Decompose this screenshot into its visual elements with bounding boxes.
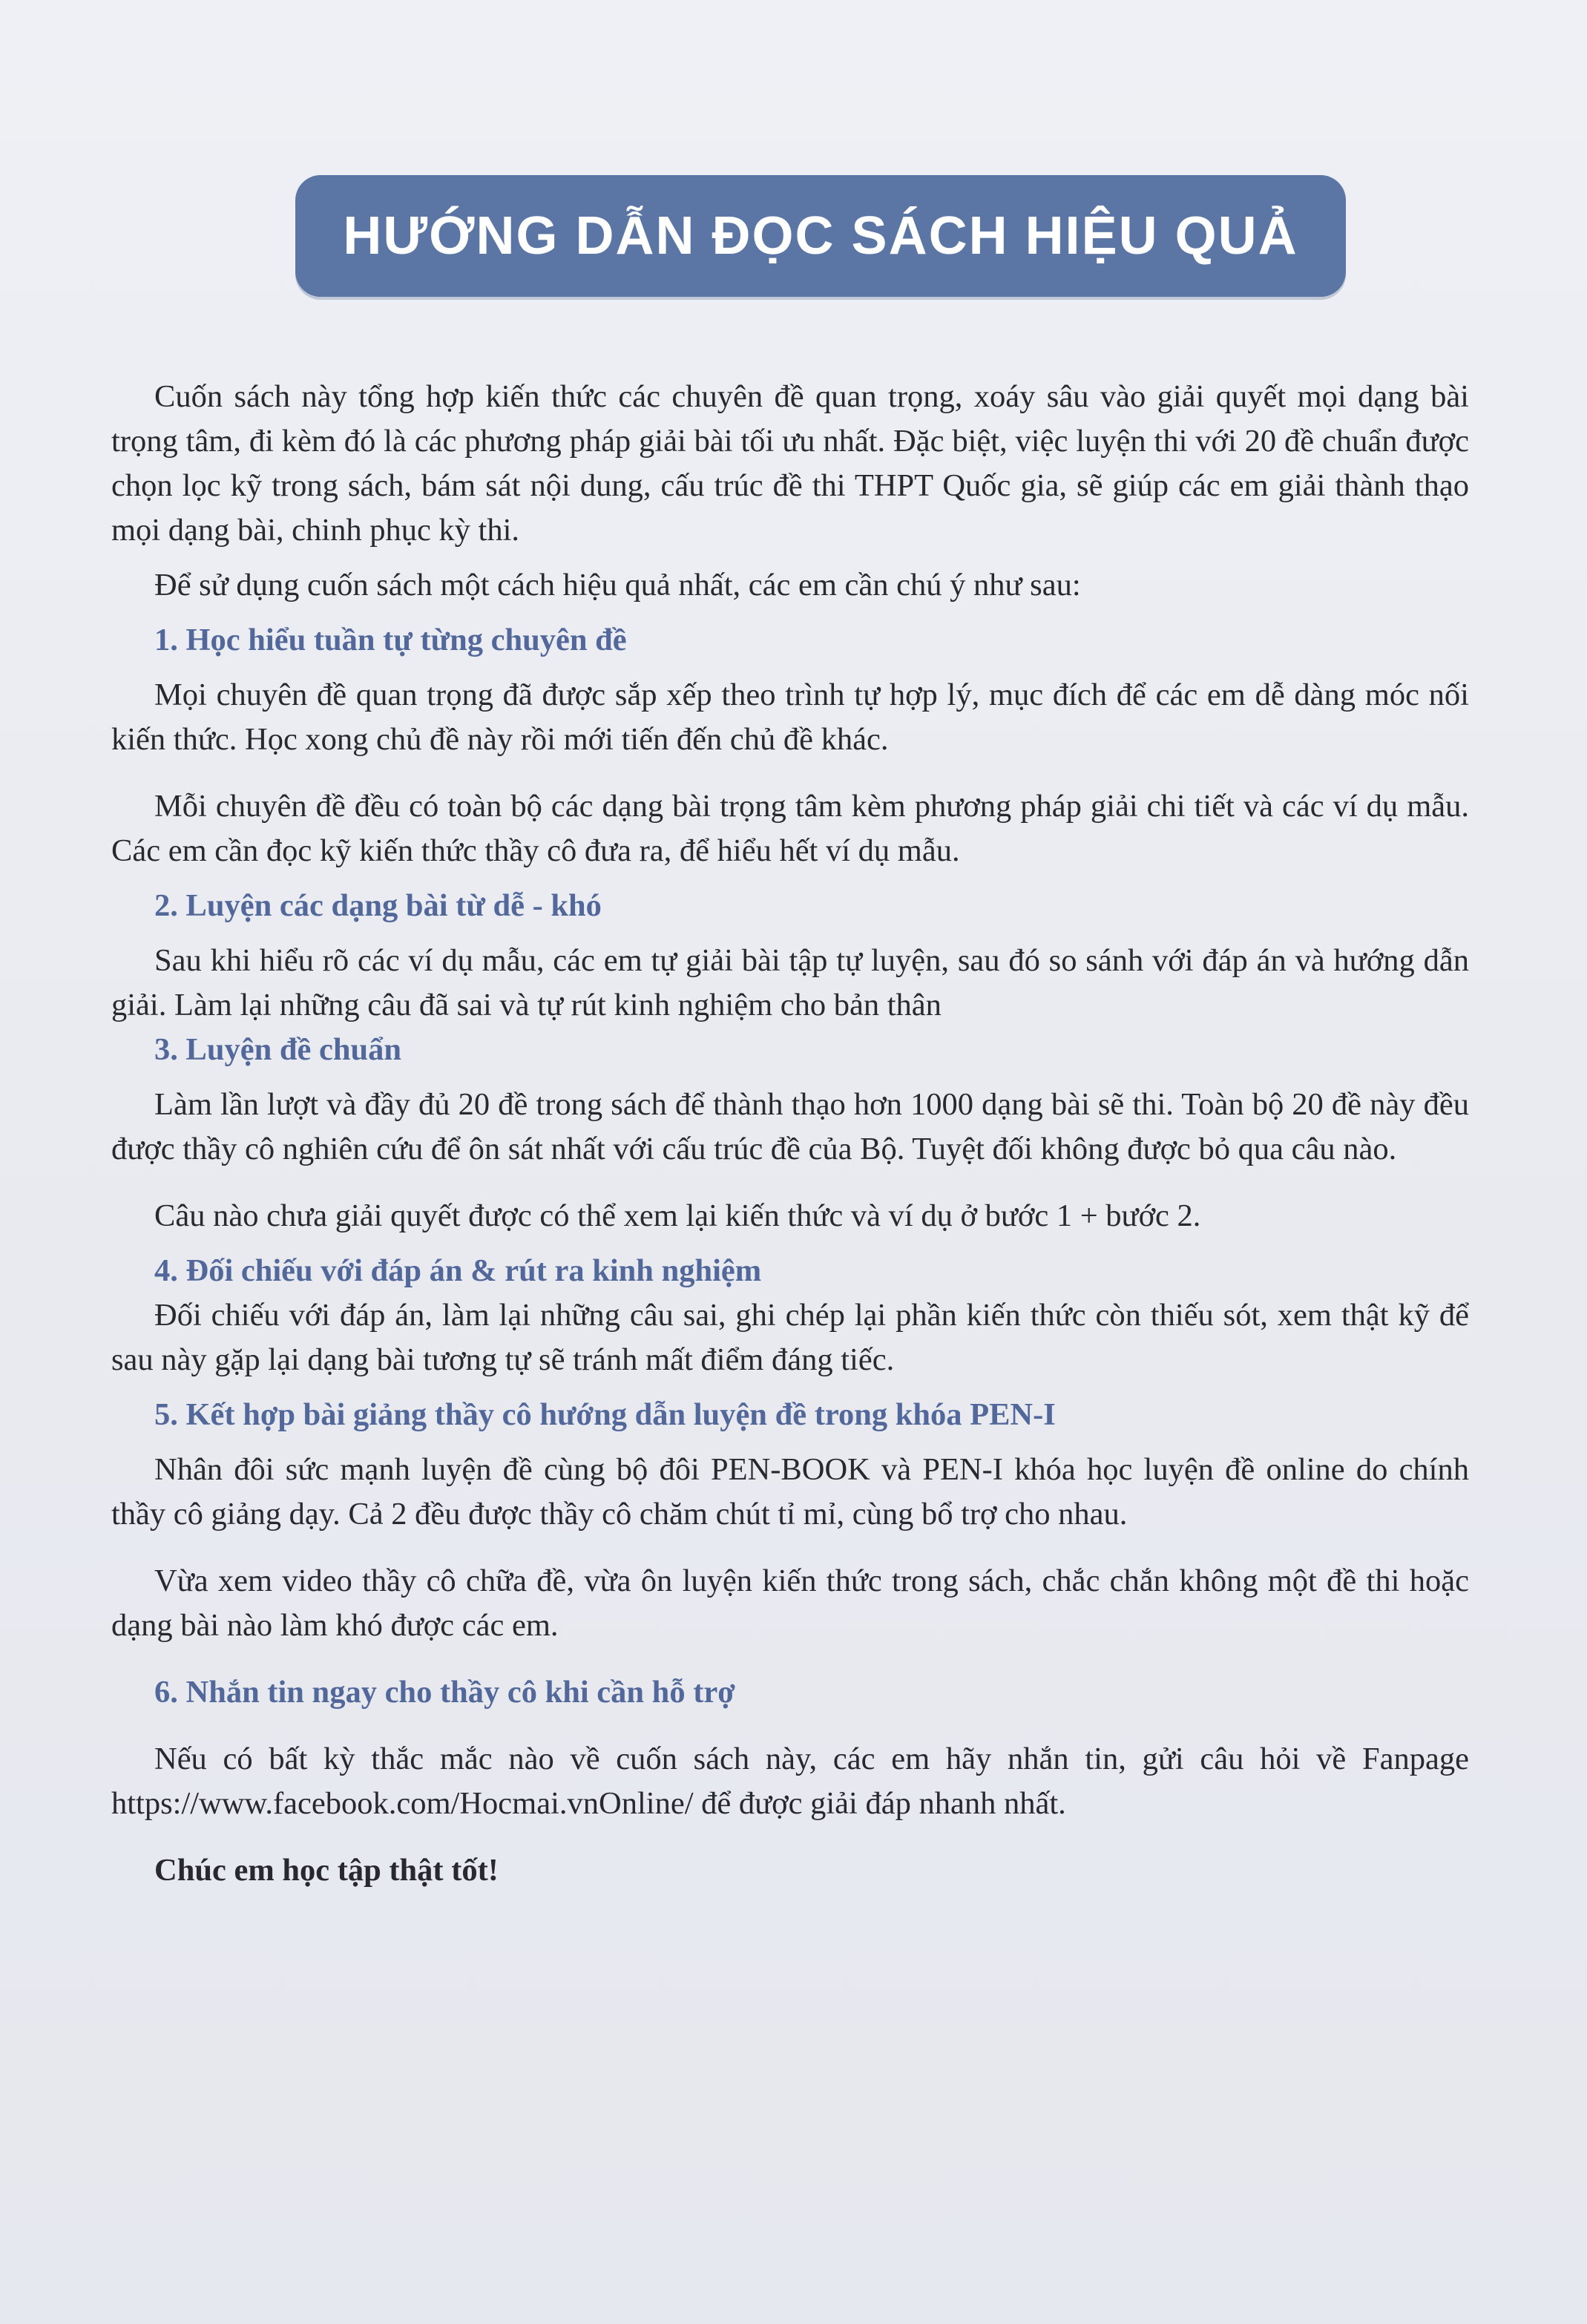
section-paragraph: Vừa xem video thầy cô chữa đề, vừa ôn luyện kiến thức trong sách, chắc chắn không một đề thi hoặc dạng bài nào làm khó được các em. xyxy=(111,1563,1469,1643)
section-heading-6: 6. Nhắn tin ngay cho thầy cô khi cần hỗ trợ xyxy=(154,1675,735,1710)
section-paragraph: Câu nào chưa giải quyết được có thể xem lại kiến thức và ví dụ ở bước 1 + bước 2. xyxy=(154,1198,1201,1233)
page-body xyxy=(111,375,1469,1893)
section-heading-2: 2. Luyện các dạng bài từ dễ - khó xyxy=(154,888,602,923)
intro-paragraph: Cuốn sách này tổng hợp kiến thức các chuyên đề quan trọng, xoáy sâu vào giải quyết mọi dạng bài trọng tâm, đi kèm đó là các phương pháp giải bài tối ưu nhất. Đặc biệt, việc luyện thi với 20 đề chuẩn được chọn lọc kỹ trong sách, bám sát nội dung, cấu trúc đề thi THPT Quốc gia, sẽ giúp các em giải thành thạo mọi dạng bài, chinh phục kỳ thi. xyxy=(111,379,1469,548)
section-paragraph: Làm lần lượt và đầy đủ 20 đề trong sách để thành thạo hơn 1000 dạng bài sẽ thi. Toàn bộ 20 đề này đều được thầy cô nghiên cứu để ôn sát nhất với cấu trúc đề của Bộ. Tuyệt đối không được bỏ qua câu nào. xyxy=(111,1087,1469,1166)
section-heading-1: 1. Học hiểu tuần tự từng chuyên đề xyxy=(154,623,627,657)
section-heading-5: 5. Kết hợp bài giảng thầy cô hướng dẫn luyện đề trong khóa PEN-I xyxy=(154,1397,1056,1432)
title-banner xyxy=(295,175,1346,297)
intro-paragraph: Để sử dụng cuốn sách một cách hiệu quả nhất, các em cần chú ý như sau: xyxy=(154,568,1081,603)
section-paragraph: Mọi chuyên đề quan trọng đã được sắp xếp theo trình tự hợp lý, mục đích để các em dễ dàng móc nối kiến thức. Học xong chủ đề này rồi mới tiến đến chủ đề khác. xyxy=(111,677,1469,757)
closing-line: Chúc em học tập thật tốt! xyxy=(154,1853,499,1888)
page-title: HƯỚNG DẪN ĐỌC SÁCH HIỆU QUẢ xyxy=(343,206,1298,266)
section-paragraph: Nếu có bất kỳ thắc mắc nào về cuốn sách này, các em hãy nhắn tin, gửi câu hỏi về Fanpage https://www.facebook.com/Hocmai.vnOnline/ để được giải đáp nhanh nhất. xyxy=(111,1742,1469,1821)
section-heading-3: 3. Luyện đề chuẩn xyxy=(154,1032,402,1067)
section-paragraph: Đối chiếu với đáp án, làm lại những câu sai, ghi chép lại phần kiến thức còn thiếu sót, xem thật kỹ để sau này gặp lại dạng bài tương tự sẽ tránh mất điểm đáng tiếc. xyxy=(111,1298,1469,1377)
section-paragraph: Mỗi chuyên đề đều có toàn bộ các dạng bài trọng tâm kèm phương pháp giải chi tiết và các ví dụ mẫu. Các em cần đọc kỹ kiến thức thầy cô đưa ra, để hiểu hết ví dụ mẫu. xyxy=(111,789,1469,868)
section-heading-4: 4. Đối chiếu với đáp án & rút ra kinh nghiệm xyxy=(154,1253,762,1288)
section-paragraph: Sau khi hiểu rõ các ví dụ mẫu, các em tự giải bài tập tự luyện, sau đó so sánh với đáp án và hướng dẫn giải. Làm lại những câu đã sai và tự rút kinh nghiệm cho bản thân xyxy=(111,943,1469,1023)
section-paragraph: Nhân đôi sức mạnh luyện đề cùng bộ đôi PEN-BOOK và PEN-I khóa học luyện đề online do chính thầy cô giảng dạy. Cả 2 đều được thầy cô chăm chút tỉ mỉ, cùng bổ trợ cho nhau. xyxy=(111,1452,1469,1532)
